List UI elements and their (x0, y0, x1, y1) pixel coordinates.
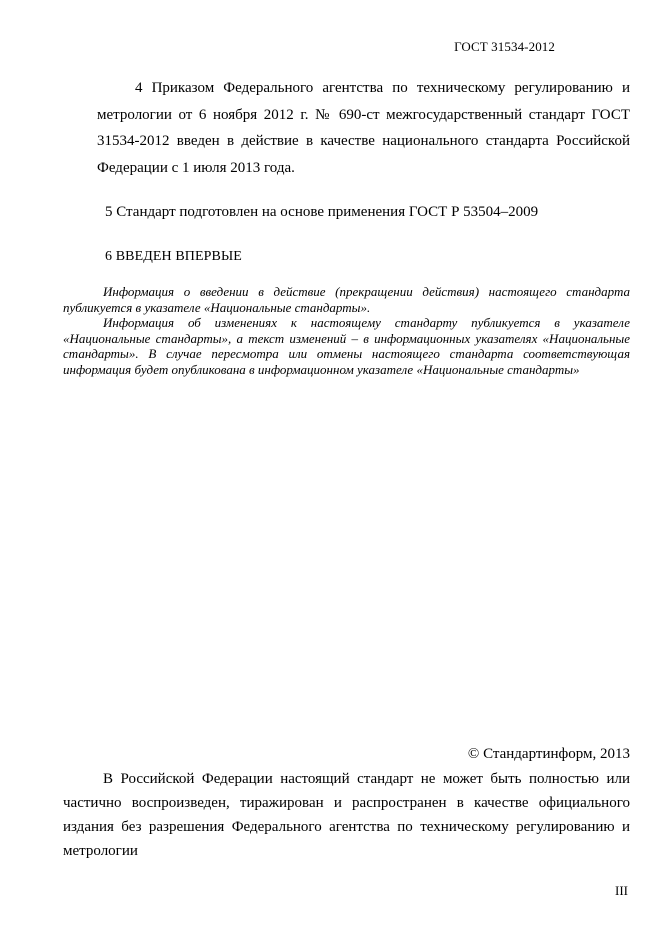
clause-6-introduced-first: 6 ВВЕДЕН ВПЕРВЫЕ (105, 249, 242, 264)
info-paragraph-changes: Информация об изменениях к настоящему стандарту публикуется в указателе «Национальные стандарты», а текст изменений – в информационных указателях «Национальные стандарты». В случае пересмотра или отмены настоящего стандарта соответствующая информация будет опубликована в информационном указателе «Национальные стандарты» (63, 315, 630, 377)
copyright-line: © Стандартинформ, 2013 (467, 746, 630, 762)
clause-4-enactment: 4 Приказом Федерального агентства по техническому регулированию и метрологии от 6 ноября 2012 г. № 690-ст межгосударственный стандарт ГОСТ 31534-2012 введен в действие в качестве национального стандарта Российской Федерации с 1 июля 2013 года. (97, 80, 630, 176)
page-number: III (615, 883, 628, 898)
reproduction-notice: В Российской Федерации настоящий стандарт не может быть полностью или частично воспроизведен, тиражирован и распространен в качестве официального издания без разрешения Федерального агентства по техническому регулированию и метрологии (63, 771, 630, 859)
info-paragraph-enactment: Информация о введении в действие (прекращении действия) настоящего стандарта публикуется в указателе «Национальные стандарты». (63, 284, 630, 315)
clause-5-basis: 5 Стандарт подготовлен на основе применения ГОСТ Р 53504–2009 (105, 204, 539, 220)
document-code-header: ГОСТ 31534-2012 (454, 39, 555, 54)
publication-info-block (63, 284, 630, 377)
